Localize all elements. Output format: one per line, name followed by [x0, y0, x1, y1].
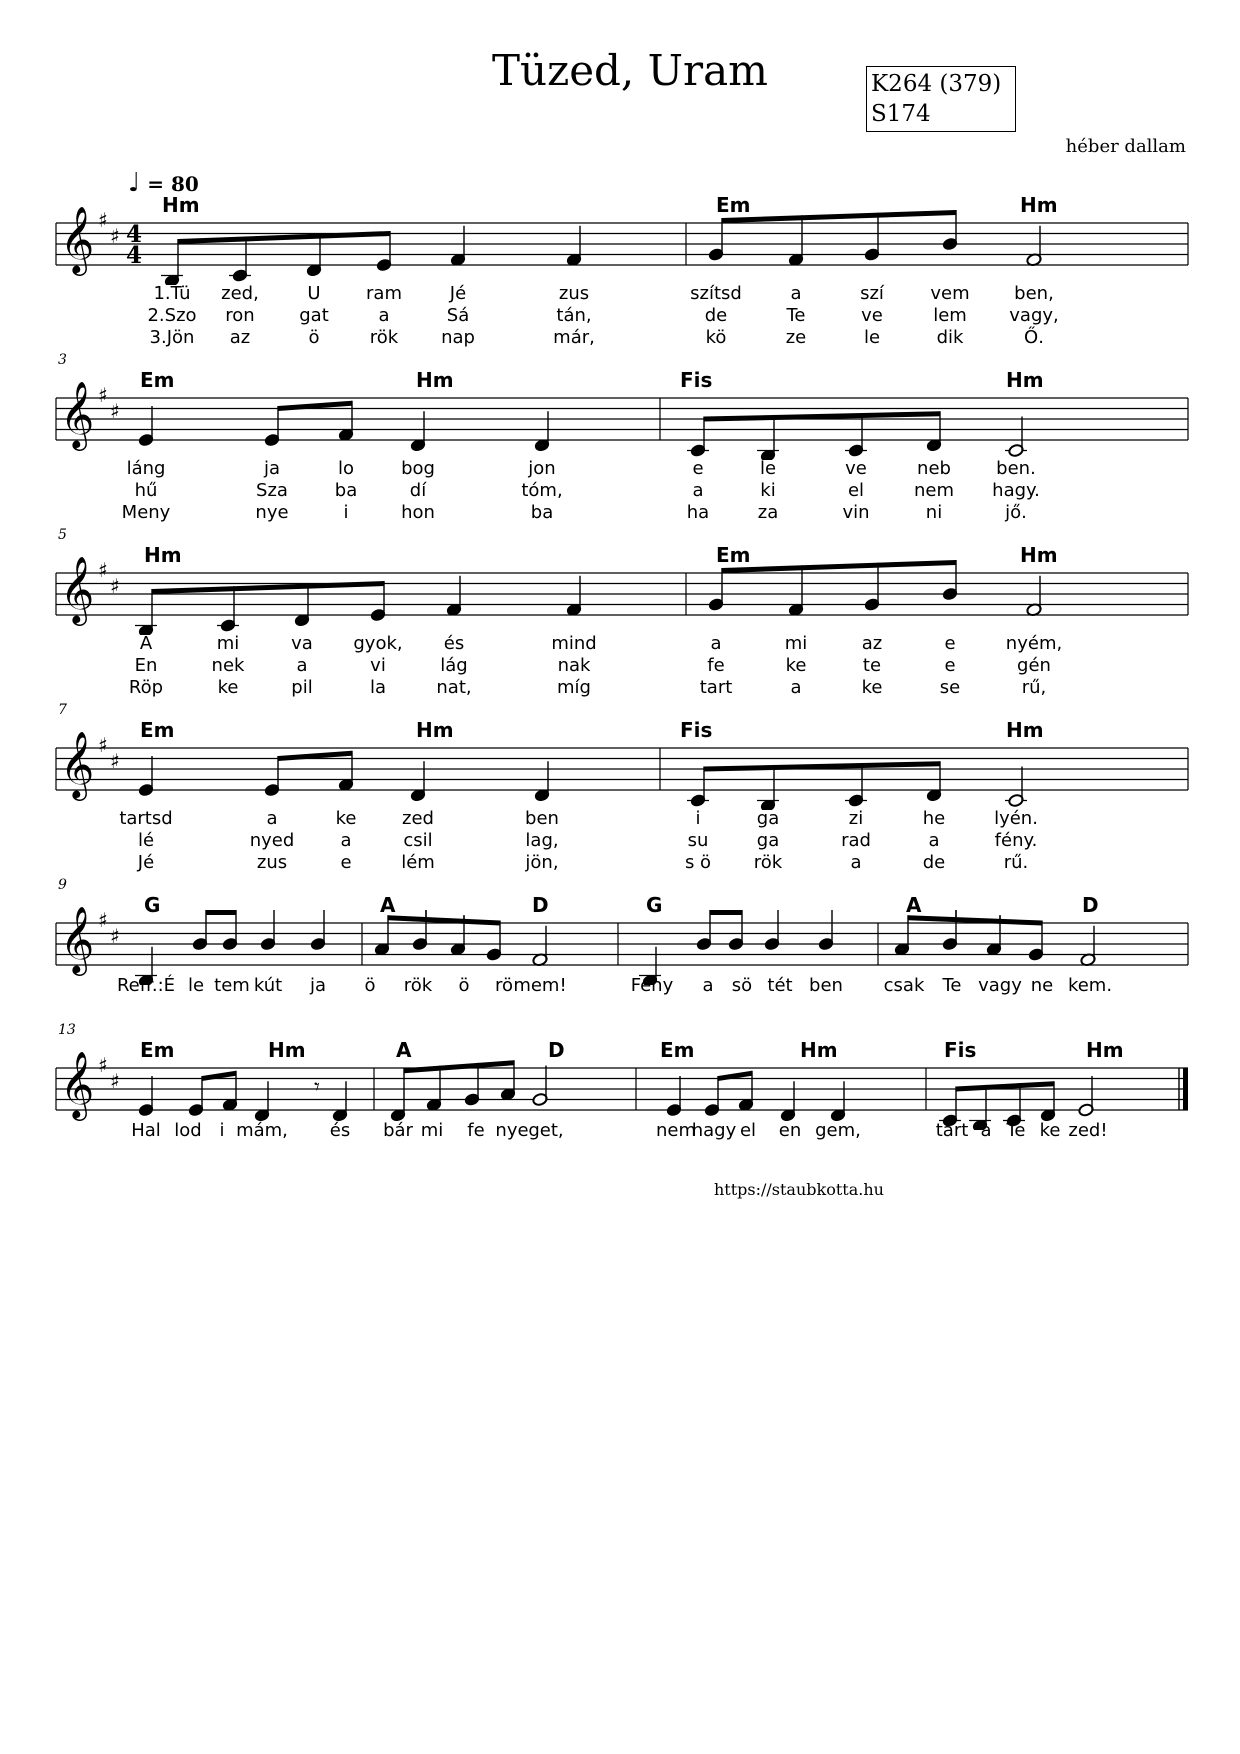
beam	[908, 915, 1042, 925]
chord-symbol: Hm	[800, 1038, 838, 1062]
lyric-syllable: kem.	[1067, 975, 1113, 996]
beam	[404, 1060, 514, 1073]
chord-symbol: Hm	[1006, 368, 1044, 392]
lyric-syllable: i	[695, 808, 701, 829]
lyric-syllable: csak	[883, 975, 925, 996]
lyric-syllable: tart	[935, 1120, 969, 1141]
lyric-syllable: se	[939, 677, 961, 698]
lyric-syllable: lod	[174, 1120, 202, 1141]
chord-symbol: Fis	[680, 718, 713, 742]
lyric-syllable: vin	[842, 502, 870, 523]
lyric-syllable: ja	[263, 458, 281, 479]
lyric-syllable: vagy	[978, 975, 1022, 996]
lyric-syllable: za	[757, 502, 779, 523]
lyric-syllable: Jé	[449, 283, 467, 304]
song-title: Tüzed, Uram	[492, 46, 768, 95]
chord-symbol: Em	[140, 718, 175, 742]
lyric-syllable: a	[790, 283, 802, 304]
lyric-syllable: és	[443, 633, 465, 654]
lyric-syllable: e	[692, 458, 704, 479]
chord-symbol: G	[646, 893, 663, 917]
chord-symbol: Em	[660, 1038, 695, 1062]
lyric-syllable: hagy	[691, 1120, 737, 1141]
lyric-syllable: jon	[528, 458, 556, 479]
lyric-syllable: zi	[848, 808, 864, 829]
chord-symbol: Hm	[1086, 1038, 1124, 1062]
lyric-syllable: rű.	[1003, 852, 1029, 873]
lyric-syllable: bár	[383, 1120, 413, 1141]
lyric-syllable: mi	[784, 633, 808, 654]
lyric-syllable: és	[329, 1120, 351, 1141]
lyric-syllable: lo	[337, 458, 355, 479]
lyric-syllable: az	[229, 327, 251, 348]
composer: héber dallam	[1065, 136, 1186, 157]
lyric-syllable: zed	[402, 808, 434, 829]
lyric-syllable: ja	[309, 975, 327, 996]
lyric-syllable: 3.Jön	[149, 327, 195, 348]
lyric-syllable: fe	[707, 655, 725, 676]
lyric-syllable: En	[134, 655, 158, 676]
lyric-syllable: el	[739, 1120, 757, 1141]
lyric-syllable: ke	[785, 655, 807, 676]
lyric-syllable: ram	[366, 283, 402, 304]
measure-number: 3	[58, 352, 67, 368]
key-sharp-icon: ♯	[98, 1053, 108, 1077]
lyric-syllable: hű	[134, 480, 158, 501]
lyric-syllable: szítsd	[690, 283, 742, 304]
treble-clef-icon: 𝄞	[60, 205, 95, 273]
lyric-syllable: ke	[1039, 1120, 1061, 1141]
lyric-syllable: Ő.	[1024, 327, 1044, 348]
lyric-syllable: U	[307, 283, 321, 304]
music-system	[0, 1020, 1240, 1150]
lyric-syllable: Jé	[137, 852, 155, 873]
time-signature: 4	[126, 221, 143, 248]
lyric-syllable: rö	[494, 975, 514, 996]
treble-clef-icon: 𝄞	[60, 555, 95, 623]
lyric-syllable: ki	[760, 480, 776, 501]
lyric-syllable: a	[340, 830, 352, 851]
lyric-syllable: gyok,	[353, 633, 403, 654]
lyric-syllable: en	[778, 1120, 802, 1141]
lyric-syllable: tán,	[556, 305, 592, 326]
lyric-syllable: ve	[861, 305, 883, 326]
eighth-rest-icon: 𝄾	[314, 1075, 320, 1100]
lyric-syllable: a	[378, 305, 390, 326]
staff	[0, 525, 1240, 635]
lyric-syllable: rök	[403, 975, 433, 996]
lyric-syllable: Sá	[446, 305, 470, 326]
chord-symbol: Em	[140, 1038, 175, 1062]
lyric-syllable: zed,	[221, 283, 259, 304]
lyric-syllable: ben	[525, 808, 559, 829]
chord-symbol: Hm	[144, 543, 182, 567]
lyric-syllable: bog	[401, 458, 435, 479]
chord-symbol: D	[548, 1038, 565, 1062]
lyric-syllable: szí	[860, 283, 884, 304]
lyric-syllable: Sza	[256, 480, 288, 501]
lyric-syllable: Röp	[128, 677, 164, 698]
chord-symbol: Hm	[268, 1038, 306, 1062]
beam	[722, 560, 956, 573]
lyric-syllable: Hal	[131, 1120, 161, 1141]
lyric-syllable: ve	[845, 458, 867, 479]
beam	[278, 401, 352, 411]
staff	[0, 350, 1240, 460]
treble-clef-icon: 𝄞	[60, 730, 95, 798]
key-sharp-icon: ♯	[98, 908, 108, 932]
lyric-syllable: lag,	[525, 830, 559, 851]
lyric-syllable: Te	[786, 305, 806, 326]
measure-number: 5	[58, 527, 67, 543]
beam	[206, 910, 236, 915]
measure-number: 13	[58, 1022, 76, 1038]
catalog-number: S174	[871, 101, 931, 127]
catalog-number: K264 (379)	[871, 71, 1002, 97]
chord-symbol: G	[144, 893, 161, 917]
key-sharp-icon: ♯	[110, 224, 120, 248]
lyric-syllable: le	[187, 975, 205, 996]
chord-symbol: A	[906, 893, 922, 917]
lyric-syllable: zus	[256, 852, 288, 873]
tempo-value: = 80	[147, 172, 199, 196]
lyric-syllable: tartsd	[119, 808, 173, 829]
lyric-syllable: ö	[364, 975, 376, 996]
lyric-syllable: ga	[756, 830, 780, 851]
key-sharp-icon: ♯	[98, 208, 108, 232]
lyric-syllable: Meny	[121, 502, 171, 523]
chord-symbol: Hm	[1020, 543, 1058, 567]
lyric-syllable: nat,	[436, 677, 472, 698]
lyric-syllable: tóm,	[521, 480, 563, 501]
lyric-syllable: tem	[214, 975, 250, 996]
lyric-syllable: vem	[930, 283, 970, 304]
measure-number: 9	[58, 877, 67, 893]
lyric-syllable: ö	[308, 327, 320, 348]
lyric-syllable: tart	[699, 677, 733, 698]
lyric-syllable: e	[944, 655, 956, 676]
lyric-syllable: míg	[557, 677, 591, 698]
lyric-syllable: láng	[126, 458, 166, 479]
lyric-syllable: fe	[467, 1120, 485, 1141]
lyric-syllable: ron	[225, 305, 255, 326]
music-system	[0, 700, 1240, 873]
lyric-syllable: jő.	[1005, 502, 1027, 523]
lyric-syllable: lyén.	[994, 808, 1038, 829]
music-system	[0, 525, 1240, 698]
lyric-syllable: le	[863, 327, 881, 348]
lyric-syllable: csil	[403, 830, 433, 851]
lyric-syllable: gén	[1017, 655, 1051, 676]
chord-symbol: A	[380, 893, 396, 917]
chord-symbol: Fis	[944, 1038, 977, 1062]
lyric-syllable: a	[928, 830, 940, 851]
chord-symbol: Hm	[1020, 193, 1058, 217]
key-sharp-icon: ♯	[98, 558, 108, 582]
catalog-box	[866, 66, 1016, 132]
lyric-syllable: nyed	[249, 830, 295, 851]
lyric-syllable: neb	[917, 458, 951, 479]
lyric-syllable: nap	[441, 327, 475, 348]
chord-symbol: D	[1082, 893, 1099, 917]
lyric-syllable: i	[219, 1120, 225, 1141]
lyric-syllable: ne	[1030, 975, 1054, 996]
lyric-syllable: pil	[291, 677, 313, 698]
lyric-syllable: a	[266, 808, 278, 829]
lyric-syllable: jön,	[525, 852, 559, 873]
lyric-syllable: mind	[551, 633, 597, 654]
lyric-syllable: mám,	[236, 1120, 288, 1141]
lyric-syllable: ze	[785, 327, 807, 348]
lyric-syllable: te	[862, 655, 882, 676]
lyric-syllable: tét	[767, 975, 793, 996]
lyric-syllable: a	[296, 655, 308, 676]
key-sharp-icon: ♯	[110, 574, 120, 598]
lyric-syllable: mi	[420, 1120, 444, 1141]
lyric-syllable: dí	[409, 480, 427, 501]
lyric-syllable: rad	[841, 830, 871, 851]
beam	[704, 411, 940, 421]
chord-symbol: Em	[140, 368, 175, 392]
lyric-syllable: lém	[401, 852, 435, 873]
measure-number: 7	[58, 702, 67, 718]
final-barline	[1183, 1068, 1188, 1110]
chord-symbol: Fis	[680, 368, 713, 392]
chord-symbol: Hm	[416, 368, 454, 392]
lyric-syllable: kút	[253, 975, 283, 996]
lyric-syllable: nyém,	[1005, 633, 1063, 654]
lyric-syllable: i	[343, 502, 349, 523]
staff	[0, 1020, 1240, 1130]
lyric-syllable: Te	[942, 975, 962, 996]
lyric-syllable: va	[291, 633, 313, 654]
lyric-syllable: lág	[440, 655, 468, 676]
lyric-syllable: kö	[705, 327, 727, 348]
lyric-syllable: la	[369, 677, 387, 698]
lyric-syllable: dik	[936, 327, 964, 348]
lyric-syllable: he	[922, 808, 946, 829]
beam	[710, 910, 742, 915]
staff	[0, 875, 1240, 985]
lyric-syllable: ben	[809, 975, 843, 996]
lyric-syllable: nak	[557, 655, 591, 676]
lyric-syllable: fény.	[994, 830, 1038, 851]
lyric-syllable: ke	[861, 677, 883, 698]
lyric-syllable: már,	[553, 327, 595, 348]
footer-url: https://staubkotta.hu	[714, 1180, 884, 1199]
lyric-syllable: a	[702, 975, 714, 996]
treble-clef-icon: 𝄞	[60, 1050, 95, 1118]
music-system	[0, 175, 1240, 348]
beam	[704, 761, 940, 771]
lyric-syllable: ni	[925, 502, 943, 523]
lyric-syllable: ba	[334, 480, 358, 501]
chord-symbol: Em	[716, 193, 751, 217]
lyric-syllable: Fény	[630, 975, 674, 996]
lyric-syllable: a	[692, 480, 704, 501]
beam	[722, 210, 956, 223]
beam	[718, 1071, 752, 1081]
lyric-syllable: get,	[528, 1120, 564, 1141]
chord-symbol: A	[396, 1038, 412, 1062]
beam	[202, 1071, 236, 1081]
lyric-syllable: el	[847, 480, 865, 501]
music-system	[0, 875, 1240, 1005]
lyric-syllable: mem!	[513, 975, 567, 996]
lyric-syllable: mi	[216, 633, 240, 654]
lyric-syllable: zed!	[1068, 1120, 1108, 1141]
lyric-syllable: e	[340, 852, 352, 873]
lyric-syllable: lem	[933, 305, 967, 326]
lyric-syllable: rök	[753, 852, 783, 873]
lyric-syllable: su	[687, 830, 709, 851]
lyric-syllable: sö	[731, 975, 753, 996]
treble-clef-icon: 𝄞	[60, 905, 95, 973]
key-sharp-icon: ♯	[110, 749, 120, 773]
beam	[956, 1081, 1054, 1091]
music-system	[0, 350, 1240, 523]
lyric-syllable: a	[790, 677, 802, 698]
lyric-syllable: nem	[913, 480, 955, 501]
lyric-syllable: gat	[299, 305, 329, 326]
lyric-syllable: vi	[370, 655, 386, 676]
lyric-syllable: 2.Szo	[147, 305, 197, 326]
lyric-syllable: hagy.	[992, 480, 1040, 501]
lyric-syllable: a	[980, 1120, 992, 1141]
lyric-syllable: hon	[401, 502, 435, 523]
lyric-syllable: rök	[369, 327, 399, 348]
key-sharp-icon: ♯	[98, 383, 108, 407]
lyric-syllable: de	[922, 852, 946, 873]
lyric-syllable: az	[861, 633, 883, 654]
lyric-syllable: de	[704, 305, 728, 326]
beam	[388, 915, 500, 925]
key-sharp-icon: ♯	[110, 1069, 120, 1093]
lyric-syllable: 1.Tü	[153, 283, 191, 304]
lyric-syllable: Te	[1006, 1120, 1026, 1141]
lyric-syllable: ke	[217, 677, 239, 698]
lyric-syllable: e	[944, 633, 956, 654]
time-signature: 4	[126, 242, 143, 269]
lyric-syllable: nek	[211, 655, 245, 676]
lyric-syllable: Refr.:É	[116, 975, 176, 996]
lyric-syllable: ha	[686, 502, 710, 523]
lyric-syllable: vagy,	[1009, 305, 1059, 326]
lyric-syllable: ke	[335, 808, 357, 829]
staff	[0, 700, 1240, 810]
lyric-syllable: lé	[137, 830, 155, 851]
lyric-syllable: le	[759, 458, 777, 479]
treble-clef-icon: 𝄞	[60, 380, 95, 448]
key-sharp-icon: ♯	[110, 924, 120, 948]
beam	[278, 751, 352, 761]
staff	[0, 175, 1240, 285]
lyric-syllable: A	[139, 633, 153, 654]
key-sharp-icon: ♯	[110, 399, 120, 423]
chord-symbol: Hm	[1006, 718, 1044, 742]
quarter-note-icon: ♩	[128, 168, 141, 198]
lyric-syllable: a	[850, 852, 862, 873]
lyric-syllable: ba	[530, 502, 554, 523]
lyric-syllable: rű,	[1021, 677, 1047, 698]
lyric-syllable: ga	[756, 808, 780, 829]
chord-symbol: Hm	[162, 193, 200, 217]
lyric-syllable: a	[710, 633, 722, 654]
key-sharp-icon: ♯	[98, 733, 108, 757]
lyric-syllable: ben.	[996, 458, 1036, 479]
lyric-syllable: zus	[558, 283, 590, 304]
lyric-syllable: nye	[495, 1120, 529, 1141]
chord-symbol: Hm	[416, 718, 454, 742]
lyric-syllable: ben,	[1014, 283, 1054, 304]
lyric-syllable: s ö	[684, 852, 712, 873]
lyric-syllable: nem	[655, 1120, 697, 1141]
chord-symbol: D	[532, 893, 549, 917]
chord-symbol: Em	[716, 543, 751, 567]
lyric-syllable: gem,	[815, 1120, 861, 1141]
lyric-syllable: ö	[458, 975, 470, 996]
lyric-syllable: nye	[255, 502, 289, 523]
